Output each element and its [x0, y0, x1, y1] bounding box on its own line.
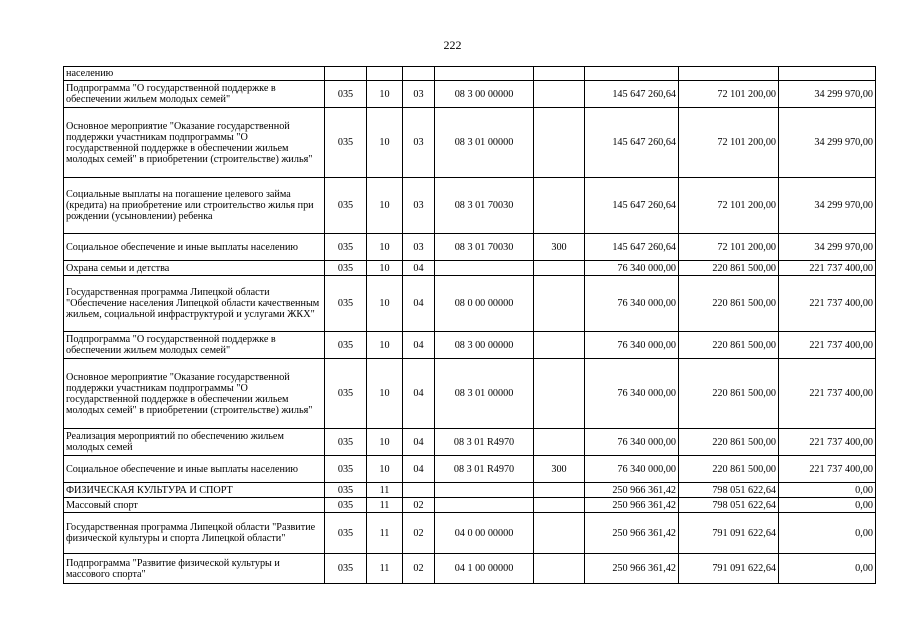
amount-2: 220 861 500,00 [679, 359, 779, 429]
section-code: 10 [367, 276, 403, 332]
row-name: Охрана семьи и детства [64, 261, 325, 276]
admin-code: 035 [325, 108, 367, 178]
admin-code: 035 [325, 483, 367, 498]
admin-code: 035 [325, 332, 367, 359]
amount-2 [679, 67, 779, 81]
table-row [64, 483, 876, 498]
amount-3: 221 737 400,00 [779, 276, 876, 332]
admin-code: 035 [325, 554, 367, 584]
target-article [435, 483, 534, 498]
amount-1: 76 340 000,00 [585, 276, 679, 332]
amount-1: 76 340 000,00 [585, 332, 679, 359]
admin-code: 035 [325, 234, 367, 261]
amount-1: 145 647 260,64 [585, 234, 679, 261]
amount-1: 145 647 260,64 [585, 178, 679, 234]
admin-code: 035 [325, 81, 367, 108]
row-name: населению [64, 67, 325, 81]
row-name: Социальное обеспечение и иные выплаты населению [64, 456, 325, 483]
section-code: 10 [367, 429, 403, 456]
subsection-code [403, 67, 435, 81]
target-article: 04 0 00 00000 [435, 513, 534, 554]
table-row [64, 429, 876, 456]
amount-1: 76 340 000,00 [585, 261, 679, 276]
expense-type [534, 513, 585, 554]
admin-code: 035 [325, 456, 367, 483]
expense-type [534, 261, 585, 276]
target-article: 08 3 01 70030 [435, 178, 534, 234]
amount-1: 250 966 361,42 [585, 554, 679, 584]
table-row [64, 178, 876, 234]
row-name: ФИЗИЧЕСКАЯ КУЛЬТУРА И СПОРТ [64, 483, 325, 498]
row-name: Подпрограмма "Развитие физической культуры и массового спорта" [64, 554, 325, 584]
row-name: Основное мероприятие "Оказание государственной поддержки участникам подпрограммы "О государственной поддержке в обеспечении жильем молодых семей" в приобретении (строительстве) жилья" [64, 359, 325, 429]
subsection-code: 04 [403, 276, 435, 332]
expense-type: 300 [534, 234, 585, 261]
subsection-code: 04 [403, 332, 435, 359]
amount-2: 220 861 500,00 [679, 429, 779, 456]
expense-type [534, 359, 585, 429]
target-article: 08 0 00 00000 [435, 276, 534, 332]
target-article [435, 261, 534, 276]
table-row [64, 332, 876, 359]
amount-2: 798 051 622,64 [679, 483, 779, 498]
amount-3: 221 737 400,00 [779, 456, 876, 483]
amount-2: 220 861 500,00 [679, 332, 779, 359]
row-name: Массовый спорт [64, 498, 325, 513]
subsection-code: 02 [403, 498, 435, 513]
table-row [64, 276, 876, 332]
subsection-code: 03 [403, 234, 435, 261]
section-code: 10 [367, 261, 403, 276]
amount-3: 221 737 400,00 [779, 332, 876, 359]
amount-3: 221 737 400,00 [779, 359, 876, 429]
section-code: 11 [367, 483, 403, 498]
target-article [435, 67, 534, 81]
target-article: 08 3 01 70030 [435, 234, 534, 261]
subsection-code: 02 [403, 554, 435, 584]
amount-1 [585, 67, 679, 81]
section-code: 10 [367, 108, 403, 178]
section-code: 10 [367, 234, 403, 261]
amount-2: 72 101 200,00 [679, 108, 779, 178]
admin-code: 035 [325, 513, 367, 554]
amount-3: 0,00 [779, 498, 876, 513]
expense-type [534, 67, 585, 81]
amount-2: 220 861 500,00 [679, 456, 779, 483]
table-row [64, 513, 876, 554]
amount-2: 220 861 500,00 [679, 276, 779, 332]
expense-type [534, 429, 585, 456]
admin-code [325, 67, 367, 81]
section-code: 10 [367, 178, 403, 234]
amount-1: 250 966 361,42 [585, 513, 679, 554]
admin-code: 035 [325, 276, 367, 332]
table-row [64, 81, 876, 108]
section-code: 10 [367, 332, 403, 359]
amount-3: 0,00 [779, 513, 876, 554]
amount-1: 250 966 361,42 [585, 498, 679, 513]
subsection-code: 04 [403, 359, 435, 429]
section-code: 11 [367, 554, 403, 584]
target-article: 08 3 01 00000 [435, 108, 534, 178]
table-row [64, 554, 876, 584]
target-article: 04 1 00 00000 [435, 554, 534, 584]
amount-3: 34 299 970,00 [779, 178, 876, 234]
amount-3: 34 299 970,00 [779, 234, 876, 261]
admin-code: 035 [325, 429, 367, 456]
section-code: 10 [367, 456, 403, 483]
budget-table [63, 66, 876, 584]
amount-3: 34 299 970,00 [779, 108, 876, 178]
expense-type [534, 178, 585, 234]
row-name: Подпрограмма "О государственной поддержке в обеспечении жильем молодых семей" [64, 81, 325, 108]
subsection-code: 03 [403, 108, 435, 178]
subsection-code [403, 483, 435, 498]
amount-2: 791 091 622,64 [679, 513, 779, 554]
table-row [64, 359, 876, 429]
amount-3: 221 737 400,00 [779, 429, 876, 456]
amount-3: 0,00 [779, 554, 876, 584]
subsection-code: 04 [403, 429, 435, 456]
amount-3: 0,00 [779, 483, 876, 498]
amount-3 [779, 67, 876, 81]
target-article [435, 498, 534, 513]
admin-code: 035 [325, 359, 367, 429]
row-name: Социальное обеспечение и иные выплаты населению [64, 234, 325, 261]
subsection-code: 03 [403, 81, 435, 108]
amount-1: 145 647 260,64 [585, 108, 679, 178]
page-number: 222 [443, 38, 462, 52]
section-code: 11 [367, 498, 403, 513]
amount-2: 791 091 622,64 [679, 554, 779, 584]
amount-1: 76 340 000,00 [585, 359, 679, 429]
amount-2: 72 101 200,00 [679, 81, 779, 108]
section-code [367, 67, 403, 81]
amount-3: 221 737 400,00 [779, 261, 876, 276]
table-row [64, 456, 876, 483]
expense-type [534, 483, 585, 498]
expense-type [534, 554, 585, 584]
target-article: 08 3 00 00000 [435, 332, 534, 359]
table-row [64, 108, 876, 178]
section-code: 10 [367, 81, 403, 108]
admin-code: 035 [325, 261, 367, 276]
section-code: 11 [367, 513, 403, 554]
expense-type [534, 332, 585, 359]
expense-type [534, 498, 585, 513]
row-name: Социальные выплаты на погашение целевого займа (кредита) на приобретение или строительство жилья при рождении (усыновлении) ребенка [64, 178, 325, 234]
amount-1: 250 966 361,42 [585, 483, 679, 498]
subsection-code: 04 [403, 456, 435, 483]
expense-type [534, 276, 585, 332]
amount-2: 72 101 200,00 [679, 178, 779, 234]
table-row [64, 234, 876, 261]
amount-1: 76 340 000,00 [585, 429, 679, 456]
amount-1: 76 340 000,00 [585, 456, 679, 483]
section-code: 10 [367, 359, 403, 429]
admin-code: 035 [325, 178, 367, 234]
amount-3: 34 299 970,00 [779, 81, 876, 108]
row-name: Подпрограмма "О государственной поддержке в обеспечении жильем молодых семей" [64, 332, 325, 359]
subsection-code: 04 [403, 261, 435, 276]
admin-code: 035 [325, 498, 367, 513]
target-article: 08 3 01 00000 [435, 359, 534, 429]
table-row [64, 67, 876, 81]
target-article: 08 3 01 R4970 [435, 456, 534, 483]
target-article: 08 3 01 R4970 [435, 429, 534, 456]
row-name: Государственная программа Липецкой области "Развитие физической культуры и спорта Липецкой области" [64, 513, 325, 554]
amount-2: 798 051 622,64 [679, 498, 779, 513]
amount-2: 72 101 200,00 [679, 234, 779, 261]
amount-2: 220 861 500,00 [679, 261, 779, 276]
expense-type [534, 81, 585, 108]
subsection-code: 02 [403, 513, 435, 554]
table-row [64, 261, 876, 276]
subsection-code: 03 [403, 178, 435, 234]
row-name: Реализация мероприятий по обеспечению жильем молодых семей [64, 429, 325, 456]
expense-type [534, 108, 585, 178]
amount-1: 145 647 260,64 [585, 81, 679, 108]
row-name: Основное мероприятие "Оказание государственной поддержки участникам подпрограммы "О государственной поддержке в обеспечении жильем молодых семей" в приобретении (строительстве) жилья" [64, 108, 325, 178]
target-article: 08 3 00 00000 [435, 81, 534, 108]
table-row [64, 498, 876, 513]
expense-type: 300 [534, 456, 585, 483]
row-name: Государственная программа Липецкой области "Обеспечение населения Липецкой области качественным жильем, социальной инфраструктурой и услугами ЖКХ" [64, 276, 325, 332]
